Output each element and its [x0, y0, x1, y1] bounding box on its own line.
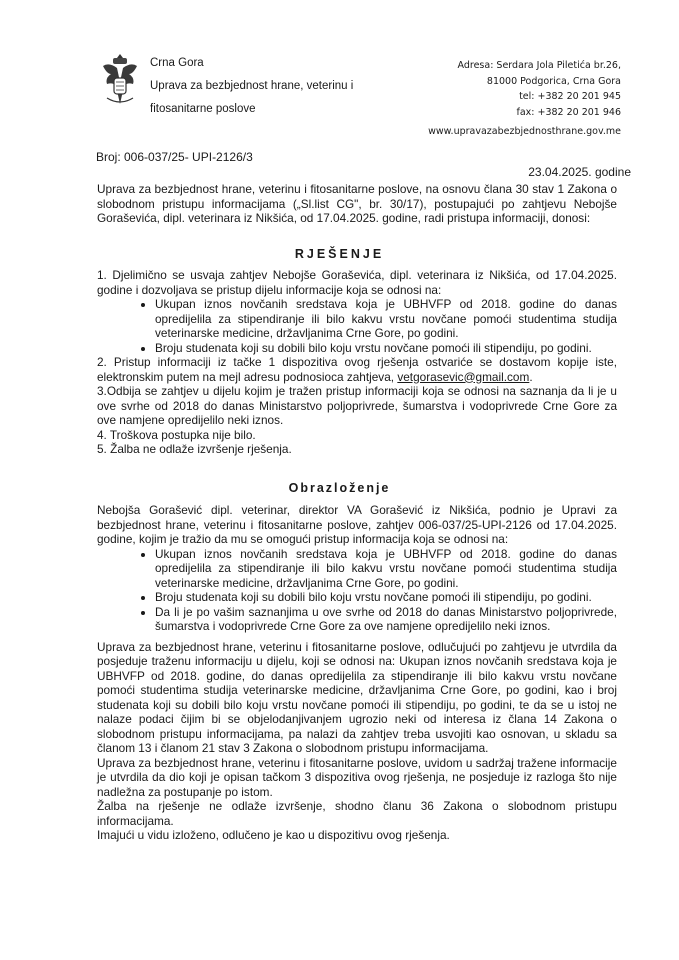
document-title: RJEŠENJE	[294, 247, 385, 261]
obrazlozenje-paragraph-2: Uprava za bezbjednost hrane, veterinu i fitosanitarne poslove, odlučujući po zahtjevu je utvrdila da posjeduje traženu informaciju u dijelu, koji se odnosi na: Ukupan iznos novčanih sredstava koja je UBHVFP od 2018. godine, do danas opredijelila za stipendiranje ili bilo kakvu vrstu novčane pomoći studentima studija veterinarske medicine, državljanima Crne Gore, po godini, kao i broj studenata koji su dobili bilo koju vrstu novčane pomoći ili stipendiju, po godini, te da se u istoj ne nalaze podaci čijim bi se objelodanjivanjem ugrozio neki od interesa iz člana 14 Zakona o slobodnom pristupu informacijama, pa nalazi da zahtjev treba usvojiti kao osnovan, u skladu sa članom 13 i članom 21 stav 3 Zakona o slobodnom pristupu informacijama.	[97, 639, 617, 755]
address-line: Adresa: Serdara Jola Piletića br.26,	[457, 60, 621, 71]
obrazlozenje-paragraph-3: Uprava za bezbjednost hrane, veterinu i fitosanitarne poslove, uvidom u sadržaj tražene informacije je utvrdila da dio koji je opisan tačkom 3 dispozitiva ovog rješenja, ne posjeduje iz razloga što nije nadležna za postupanje po istom.	[97, 755, 617, 799]
obrazlozenje-section	[97, 503, 617, 843]
dispozitiv-bullets	[97, 297, 617, 355]
dispozitiv-section	[97, 268, 617, 457]
dispozitiv-item-5: 5. Žalba ne odlaže izvršenje rješenja.	[97, 442, 292, 456]
email-link[interactable]: vetgorasevic@gmail.com	[397, 369, 530, 384]
website-line: www.upravazabezbjednosthrane.gov.me	[428, 126, 621, 137]
contact-block	[428, 58, 621, 140]
dispozitiv-bullet-2: • Broju studenata koji su dobili bilo koju vrstu novčane pomoći ili stipendiju, po godini.	[155, 341, 617, 356]
intro-paragraph: Uprava za bezbjednost hrane, veterinu i fitosanitarne poslove, na osnovu člana 30 stav 1 Zakona o slobodnom pristupu informacijama („Sl.list CG", br. 30/17), postupajući po zahtjevu Nebojše Goraševića, dipl. veterinara iz Nikšića, od 17.04.2025. godine, radi pristupa informaciji, donosi:	[97, 182, 617, 225]
city-line: 81000 Podgorica, Crna Gora	[486, 75, 621, 87]
fax-line: fax: +382 20 201 946	[516, 106, 621, 118]
obrazlozenje-bullet-1: • Ukupan iznos novčanih sredstava koja je UBHVFP od 2018. godine do danas opredijelila za stipendiranje ili bilo kakvu vrstu novčane pomoći studentima studija veterinarske medicine, državljanima Crne Gore, po godini.	[155, 547, 617, 591]
dispozitiv-bullet-1: • Ukupan iznos novčanih sredstava koja je UBHVFP od 2018. godine do danas opredijelila za stipendiranje ili bilo kakvu vrstu novčane pomoći studentima studija veterinarske medicine, državljanima Crne Gore, po godini.	[155, 297, 617, 341]
org-line-1: Crna Gora	[150, 57, 204, 69]
dispozitiv-item-3: 3.Odbija se zahtjev u dijelu kojim je tražen pristup informaciji koja se odnosi na saznanja da li je u ove svrhe od 2018 do danas Ministarstvo poljoprivrede, šumarstva i vodoprivrede Crne Gore za ove namjene opredijelilo neki iznos.	[97, 384, 617, 427]
obrazlozenje-bullet-2: • Broju studenata koji su dobili bilo koju vrstu novčane pomoći ili stipendiju, po godini.	[155, 590, 617, 605]
obrazlozenje-paragraph-1: Nebojša Gorašević dipl. veterinar, direktor VA Gorašević iz Nikšića, podnio je Upravi za bezbjednost hrane, veterinu i fitosanitarne poslove, zahtjev 006-037/25-UPI-2126 od 17.04.2025. godine, kojim je tražio da mu se omogući pristup informacija koja se odnosi na:	[97, 503, 617, 546]
dispozitiv-item-2: 2. Pristup informaciji iz tačke 1 dispozitiva ovog rješenja ostvariće se dostavom kopije iste, elektronskim putem na mejl adresu podnosioca zahtjeva, vetgorasevic@gmail.com.	[97, 355, 617, 384]
obrazlozenje-bullets	[97, 547, 617, 634]
coat-of-arms-emblem	[99, 52, 141, 108]
obrazlozenje-paragraph-4: Žalba na rješenje ne odlaže izvršenje, shodno članu 36 Zakona o slobodnom pristupu informacijama.	[97, 799, 617, 828]
obrazlozenje-paragraph-5: Imajući u vidu izloženo, odlučeno je kao u dispozitivu ovog rješenja.	[97, 828, 450, 842]
dispozitiv-item-1: 1. Djelimično se usvaja zahtjev Nebojše Goraševića, dipl. veterinara iz Nikšića, od 17.04.2025. godine i dozvoljava se pristup dijelu informacije koja se odnosi na:	[97, 268, 617, 297]
organization-name	[150, 52, 353, 121]
org-line-3: fitosanitarne poslove	[150, 103, 256, 115]
dispozitiv-item-2-text: 2. Pristup informaciji iz tačke 1 dispozitiva ovog rješenja ostvariće se dostavom kopije iste, elektronskim putem na mejl adresu podnosioca zahtjeva,	[97, 355, 617, 384]
document-date: 23.04.2025. godine	[528, 165, 631, 179]
dispozitiv-item-4: 4. Troškova postupka nije bilo.	[97, 427, 256, 442]
org-line-2: Uprava za bezbjednost hrane, veterinu i	[150, 80, 354, 92]
tel-line: tel: +382 20 201 945	[519, 91, 621, 102]
obrazlozenje-title: Obrazloženje	[288, 481, 391, 495]
reference-number: Broj: 006-037/25- UPI-2126/3	[96, 150, 253, 164]
obrazlozenje-bullet-3: • Da li je po vašim saznanjima u ove svrhe od 2018 do danas Ministarstvo poljoprivrede, šumarstva i vodoprivrede Crne Gore za ove namjene opredijelilo neki iznos.	[155, 605, 617, 634]
